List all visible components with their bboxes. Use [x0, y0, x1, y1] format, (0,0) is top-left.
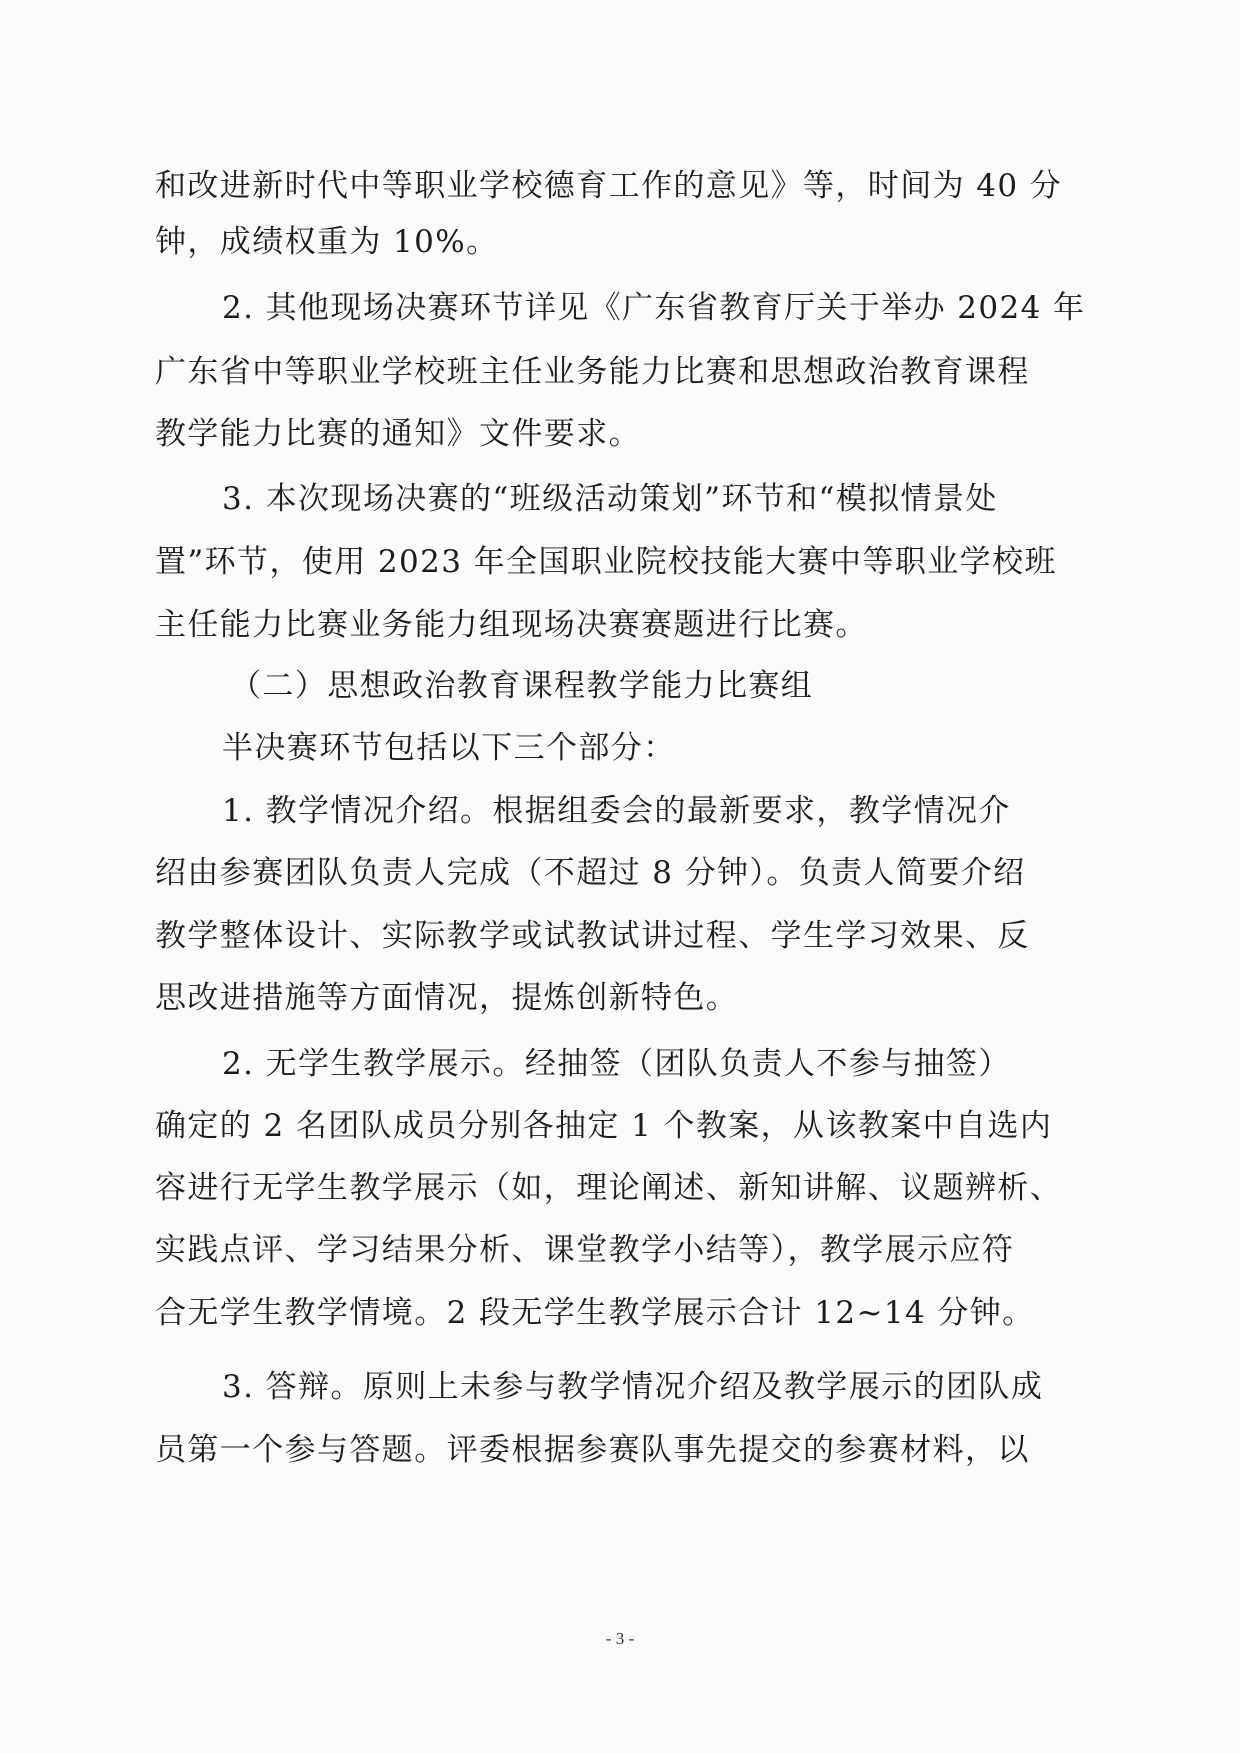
text-line: 员第一个参与答题。评委根据参赛队事先提交的参赛材料，以	[155, 1432, 1030, 1468]
text-line: 2. 其他现场决赛环节详见《广东省教育厅关于举办 2024 年	[222, 290, 1086, 326]
text-line: 1. 教学情况介绍。根据组委会的最新要求，教学情况介	[222, 793, 1011, 829]
section-heading: （二）思想政治教育课程教学能力比赛组	[230, 668, 814, 704]
text-line: 钟，成绩权重为 10%。	[155, 224, 499, 260]
text-line: 容进行无学生教学展示（如，理论阐述、新知讲解、议题辨析、	[155, 1170, 1063, 1206]
text-line: 教学整体设计、实际教学或试教试讲过程、学生学习效果、反	[155, 918, 1030, 954]
text-line: 合无学生教学情境。2 段无学生教学展示合计 12~14 分钟。	[155, 1295, 1035, 1331]
text-line: 教学能力比赛的通知》文件要求。	[155, 416, 641, 452]
text-line: 思改进措施等方面情况，提炼创新特色。	[155, 980, 739, 1016]
text-line: 绍由参赛团队负责人完成（不超过 8 分钟）。负责人简要介绍	[155, 855, 1026, 891]
text-line: 2. 无学生教学展示。经抽签（团队负责人不参与抽签）	[222, 1046, 1011, 1082]
text-line: 和改进新时代中等职业学校德育工作的意见》等，时间为 40 分	[155, 168, 1063, 204]
text-line: 主任能力比赛业务能力组现场决赛赛题进行比赛。	[155, 607, 868, 643]
page-number: - 3 -	[605, 1629, 635, 1648]
text-line: 3. 答辩。原则上未参与教学情况介绍及教学展示的团队成	[222, 1369, 1044, 1405]
text-line: 3. 本次现场决赛的“班级活动策划”环节和“模拟情景处	[222, 481, 998, 517]
text-line: 确定的 2 名团队成员分别各抽定 1 个教案，从该教案中自选内	[155, 1108, 1053, 1144]
text-line: 实践点评、学习结果分析、课堂教学小结等），教学展示应符	[155, 1232, 1015, 1268]
text-line: 置”环节，使用 2023 年全国职业院校技能大赛中等职业学校班	[155, 544, 1057, 580]
text-line: 半决赛环节包括以下三个部分：	[222, 730, 676, 766]
text-line: 广东省中等职业学校班主任业务能力比赛和思想政治教育课程	[155, 354, 1030, 390]
